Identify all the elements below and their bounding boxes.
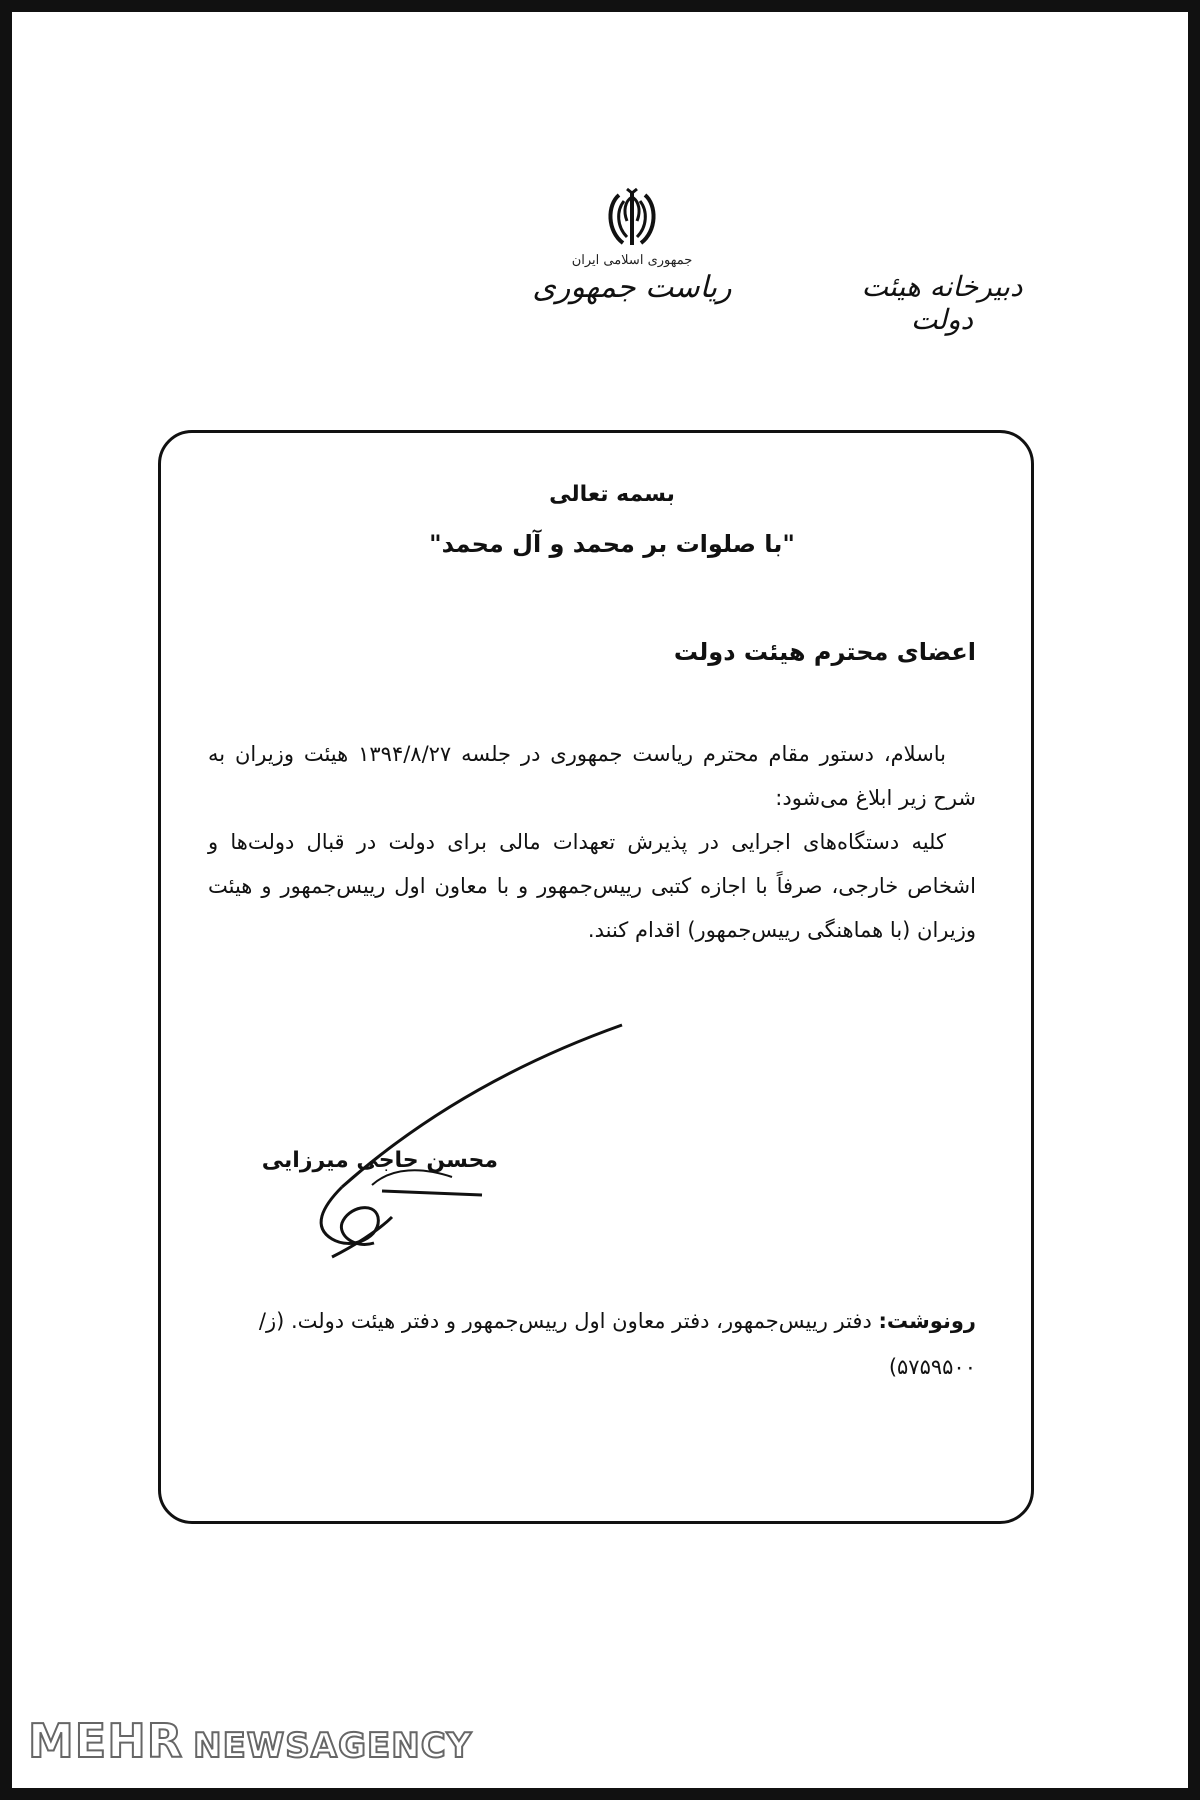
cc-recipients: دفتر رییس‌جمهور، دفتر معاون اول رییس‌جمهور و دفتر هیئت دولت. (ز/۵۷۵۹۵۰۰) xyxy=(258,1309,976,1379)
iran-emblem-icon xyxy=(601,187,663,251)
letterhead-subtitle: جمهوری اسلامی ایران xyxy=(571,253,693,268)
mehr-news-watermark xyxy=(28,1714,472,1768)
watermark-brand: MEHR xyxy=(28,1714,184,1768)
salavat-line: "با صلوات بر محمد و آل محمد" xyxy=(429,530,795,558)
signer-name: محسن حاجی میرزایی xyxy=(261,1148,498,1173)
body-paragraph-2: کلیه دستگاه‌های اجرایی در پذیرش تعهدات مالی برای دولت در قبال دولت‌ها و اشخاص خارجی، صرفاً با اجازه کتبی رییس‌جمهور و با معاون اول رییس‌جمهور و هیئت وزیران (با هماهنگی رییس‌جمهور) اقدام کنند. xyxy=(208,830,976,942)
handwritten-signature xyxy=(282,1017,642,1277)
cc-label: رونوشت: xyxy=(878,1309,976,1333)
bismillah-line: بسمه تعالی xyxy=(549,482,675,507)
letterhead-emblem-block xyxy=(532,187,732,305)
document-page xyxy=(12,12,1188,1788)
secretariat-heading: دبیرخانه هیئت دولت xyxy=(861,270,1023,336)
addressee: اعضای محترم هیئت دولت xyxy=(673,638,976,666)
carbon-copy xyxy=(208,1298,976,1390)
letterhead-title: ریاست جمهوری xyxy=(532,270,732,305)
body-paragraph-1: باسلام، دستور مقام محترم ریاست جمهوری در جلسه ۱۳۹۴/۸/۲۷ هیئت وزیران به شرح زیر ابلاغ می‌شود: xyxy=(208,742,976,810)
letter-body xyxy=(208,732,976,952)
watermark-agency: NEWSAGENCY xyxy=(193,1726,473,1766)
